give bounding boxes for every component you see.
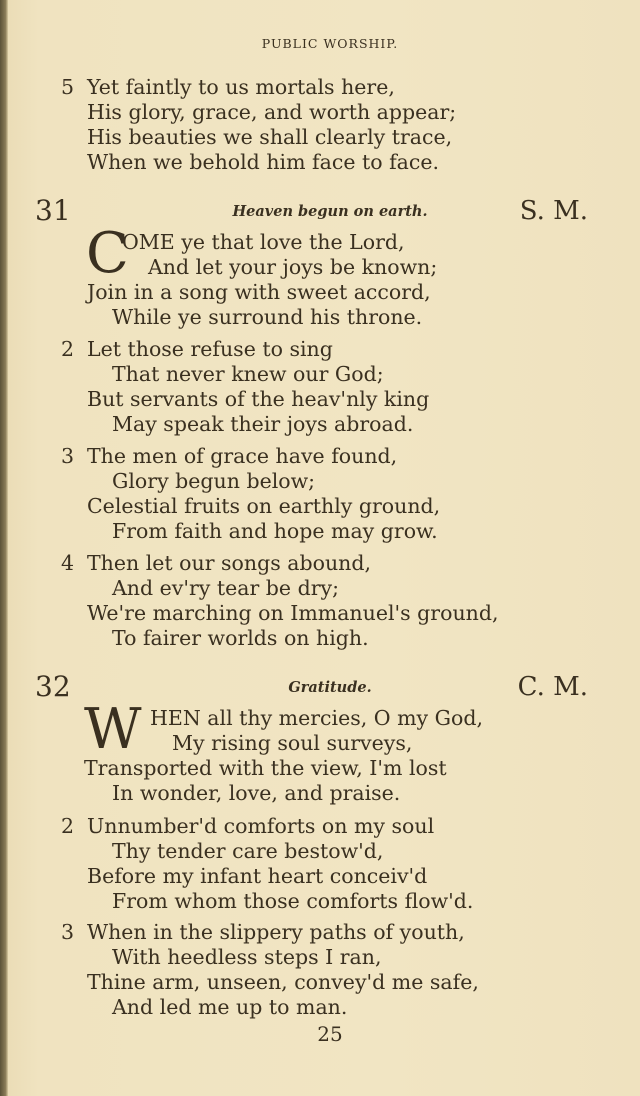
- verse-number: 5: [61, 75, 75, 99]
- verse-line: And led me up to man.: [112, 995, 348, 1019]
- verse-line: His glory, grace, and worth appear;: [87, 100, 457, 124]
- verse-line: OME ye that love the Lord,: [122, 230, 405, 254]
- verse-line: When in the slippery paths of youth,: [87, 920, 465, 944]
- verse-number: 4: [61, 551, 75, 575]
- hymn-title: Gratitude.: [288, 679, 372, 696]
- hymn-meter: S. M.: [519, 196, 588, 226]
- verse-line: While ye surround his throne.: [112, 305, 423, 329]
- verse-line: May speak their joys abroad.: [112, 412, 414, 436]
- hymn-number: 31: [35, 194, 71, 227]
- verse-line: His beauties we shall clearly trace,: [87, 125, 453, 149]
- verse-line: That never knew our God;: [112, 362, 384, 386]
- verse-number: 3: [61, 444, 75, 468]
- verse-line: Thy tender care bestow'd,: [112, 839, 384, 863]
- verse-line: With heedless steps I ran,: [112, 945, 382, 969]
- verse-line: To fairer worlds on high.: [112, 626, 369, 650]
- verse-line: In wonder, love, and praise.: [112, 781, 401, 805]
- verse-number: 2: [61, 814, 75, 838]
- verse-line: Then let our songs abound,: [87, 551, 371, 575]
- verse-line: Join in a song with sweet accord,: [87, 280, 431, 304]
- verse-line: Transported with the view, I'm lost: [84, 756, 447, 780]
- verse-line: When we behold him face to face.: [87, 150, 440, 174]
- hymn-title: Heaven begun on earth.: [232, 203, 428, 220]
- verse-line: Let those refuse to sing: [87, 337, 333, 361]
- verse-line: We're marching on Immanuel's ground,: [87, 601, 499, 625]
- hymn-meter: C. M.: [517, 672, 588, 702]
- verse-line: Thine arm, unseen, convey'd me safe,: [87, 970, 479, 994]
- book-spine-edge: [0, 0, 8, 1096]
- verse-line: And let your joys be known;: [148, 255, 438, 279]
- verse-line: And ev'ry tear be dry;: [112, 576, 339, 600]
- drop-cap: C: [86, 221, 129, 286]
- verse-number: 2: [61, 337, 75, 361]
- verse-line: Before my infant heart conceiv'd: [87, 864, 428, 888]
- verse-line: Yet faintly to us mortals here,: [87, 75, 395, 99]
- verse-line: But servants of the heav'nly king: [87, 387, 430, 411]
- verse-line: Glory begun below;: [112, 469, 316, 493]
- verse-line: The men of grace have found,: [87, 444, 398, 468]
- verse-line: From faith and hope may grow.: [112, 519, 438, 543]
- drop-cap: W: [84, 697, 142, 762]
- hymn-number: 32: [35, 670, 71, 703]
- verse-line: HEN all thy mercies, O my God,: [150, 706, 483, 730]
- verse-number: 3: [61, 920, 75, 944]
- running-head: PUBLIC WORSHIP.: [261, 36, 399, 51]
- verse-line: Unnumber'd comforts on my soul: [87, 814, 435, 838]
- verse-line: My rising soul surveys,: [172, 731, 413, 755]
- verse-line: Celestial fruits on earthly ground,: [87, 494, 441, 518]
- page-number: 25: [317, 1022, 343, 1046]
- verse-line: From whom those comforts flow'd.: [112, 889, 474, 913]
